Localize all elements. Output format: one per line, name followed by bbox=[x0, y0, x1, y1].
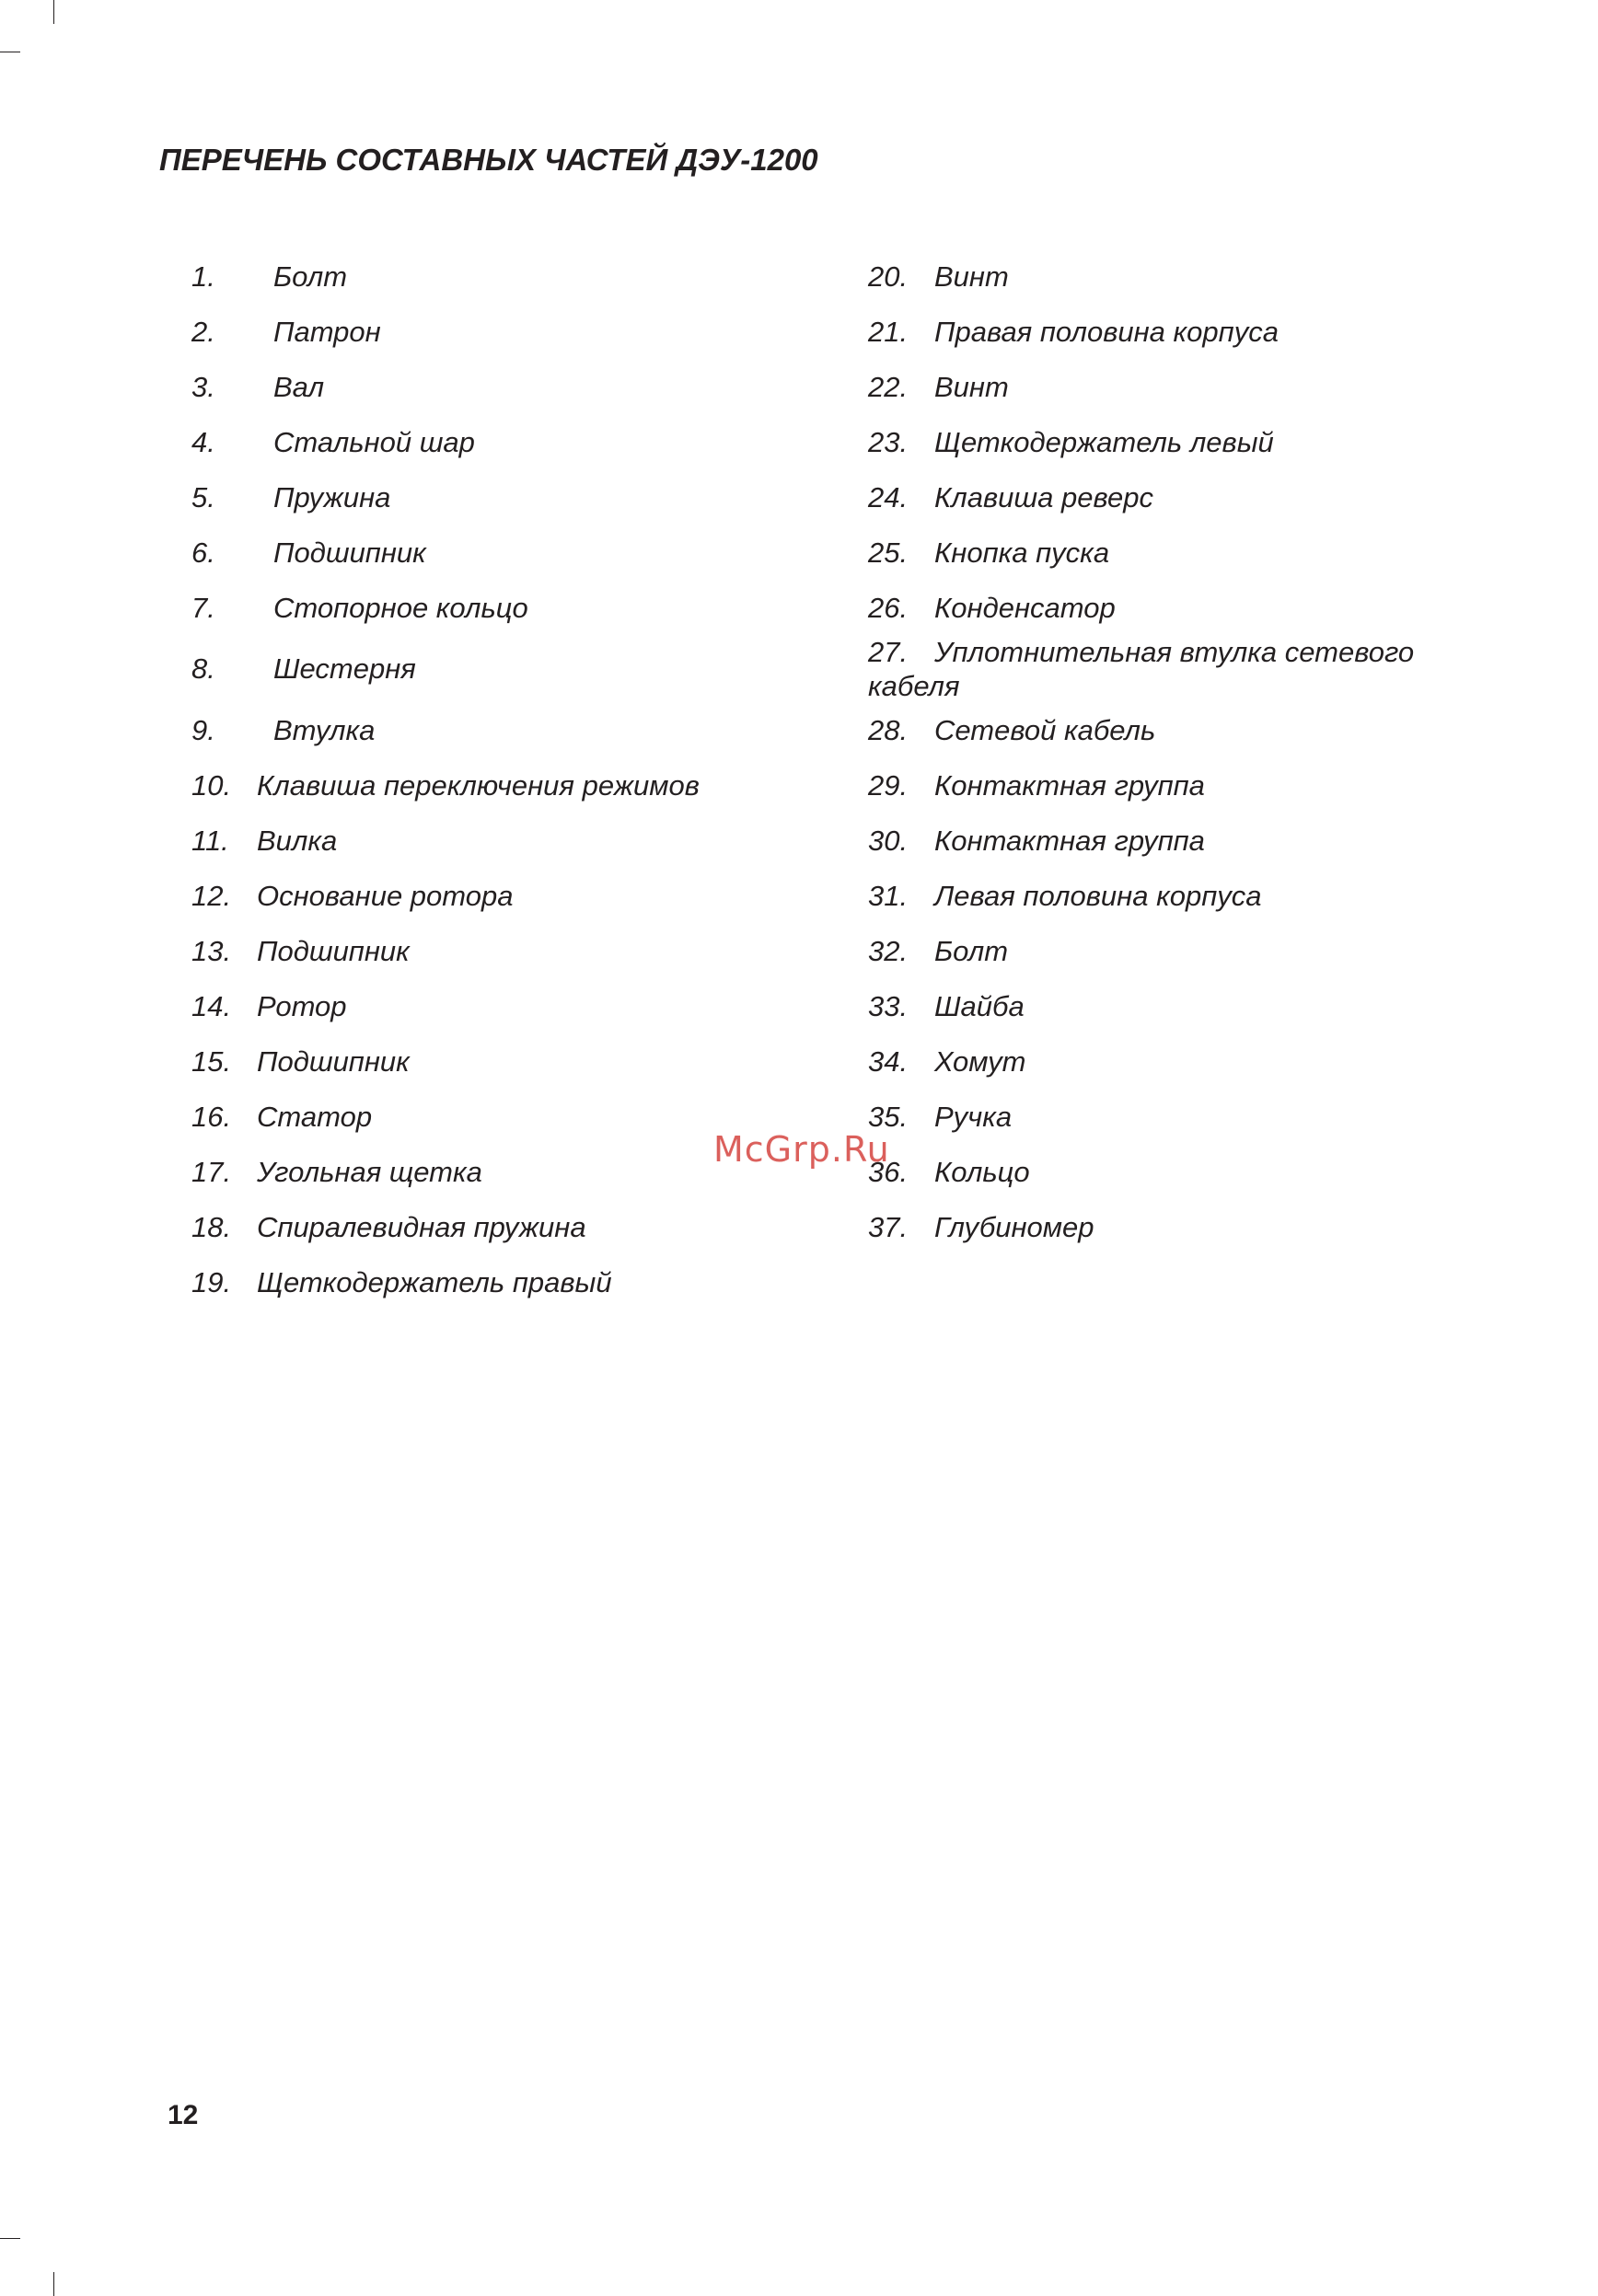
item-number: 6. bbox=[191, 537, 215, 569]
item-number: 7. bbox=[191, 592, 215, 624]
item-number: 19. bbox=[191, 1266, 232, 1298]
item-label: Хомут bbox=[934, 1045, 1026, 1078]
watermark: McGrp.Ru bbox=[713, 1129, 890, 1170]
item-number: 16. bbox=[191, 1101, 232, 1133]
item-label: Стальной шар bbox=[273, 426, 475, 458]
item-number: 1. bbox=[191, 260, 215, 293]
item-number: 9. bbox=[191, 714, 215, 746]
item-label: Втулка bbox=[273, 714, 376, 746]
crop-mark-bottom-left-vertical bbox=[53, 2272, 54, 2296]
item-number: 2. bbox=[191, 316, 215, 348]
item-number: 18. bbox=[191, 1211, 232, 1243]
item-label: Вилка bbox=[257, 825, 338, 857]
item-number: 3. bbox=[191, 371, 215, 403]
item-number: 33. bbox=[868, 990, 909, 1022]
item-number: 26. bbox=[868, 592, 909, 624]
item-number: 30. bbox=[868, 825, 909, 857]
item-label: Шайба bbox=[934, 990, 1025, 1022]
item-number: 32. bbox=[868, 935, 909, 967]
item-number: 15. bbox=[191, 1045, 232, 1078]
item-number: 13. bbox=[191, 935, 232, 967]
item-label: Статор bbox=[257, 1101, 373, 1133]
item-number: 11. bbox=[191, 825, 229, 857]
item-number: 25. bbox=[868, 537, 909, 569]
page-number: 12 bbox=[168, 2100, 199, 2130]
item-label: Пружина bbox=[273, 481, 391, 513]
item-number: 37. bbox=[868, 1211, 909, 1243]
item-number: 28. bbox=[868, 714, 909, 746]
item-label: Кольцо bbox=[934, 1156, 1030, 1188]
item-label: Винт bbox=[934, 371, 1009, 403]
item-number: 14. bbox=[191, 990, 232, 1022]
crop-mark-bottom-left-horizontal bbox=[0, 2238, 20, 2239]
item-number: 22. bbox=[868, 371, 909, 403]
item-label: Спиралевидная пружина bbox=[257, 1211, 586, 1243]
item-label: Клавиша реверс bbox=[934, 481, 1153, 513]
item-number: 34. bbox=[868, 1045, 909, 1078]
item-label: Сетевой кабель bbox=[934, 714, 1156, 746]
item-number: 24. bbox=[868, 481, 909, 513]
item-label: Подшипник bbox=[257, 1045, 410, 1078]
item-label: Конденсатор bbox=[934, 592, 1116, 624]
item-number: 31. bbox=[868, 880, 909, 912]
item-label: Ручка bbox=[934, 1101, 1013, 1133]
item-label: Щеткодержатель правый bbox=[257, 1266, 612, 1298]
item-number: 4. bbox=[191, 426, 215, 458]
item-label: Основание ротора bbox=[257, 880, 514, 912]
item-label: Винт bbox=[934, 260, 1009, 293]
item-label: Вал bbox=[273, 371, 325, 403]
item-number: 12. bbox=[191, 880, 232, 912]
item-label: Правая половина корпуса bbox=[934, 316, 1279, 348]
item-number: 21. bbox=[868, 316, 909, 348]
item-label: Стопорное кольцо bbox=[273, 592, 528, 624]
item-label: Шестерня bbox=[273, 652, 416, 685]
item-label: Подшипник bbox=[273, 537, 426, 569]
item-label: Контактная группа bbox=[934, 769, 1205, 802]
item-label: Болт bbox=[273, 260, 348, 293]
item-label: Уплотнительная втулка сетевого кабеля bbox=[868, 636, 1415, 702]
item-label: Контактная группа bbox=[934, 825, 1205, 857]
item-number: 27. bbox=[868, 636, 909, 668]
item-label: Ротор bbox=[257, 990, 347, 1022]
item-number: 17. bbox=[191, 1156, 232, 1188]
item-label: Щеткодержатель левый bbox=[934, 426, 1274, 458]
item-number: 5. bbox=[191, 481, 215, 513]
item-label: Подшипник bbox=[257, 935, 410, 967]
page-title: ПЕРЕЧЕНЬ СОСТАВНЫХ ЧАСТЕЙ ДЭУ-1200 bbox=[159, 143, 818, 177]
item-number: 35. bbox=[868, 1101, 909, 1133]
item-label: Патрон bbox=[273, 316, 381, 348]
item-label: Глубиномер bbox=[934, 1211, 1094, 1243]
item-number: 8. bbox=[191, 652, 215, 685]
item-label: Левая половина корпуса bbox=[934, 880, 1262, 912]
item-label: Болт bbox=[934, 935, 1009, 967]
item-label: Кнопка пуска bbox=[934, 537, 1110, 569]
item-label: Угольная щетка bbox=[257, 1156, 482, 1188]
item-label: Клавиша переключения режимов bbox=[257, 769, 700, 802]
item-number: 10. bbox=[191, 769, 232, 802]
item-number: 20. bbox=[868, 260, 909, 293]
item-number: 23. bbox=[868, 426, 909, 458]
item-number: 36. bbox=[868, 1156, 909, 1188]
item-number: 29. bbox=[868, 769, 909, 802]
